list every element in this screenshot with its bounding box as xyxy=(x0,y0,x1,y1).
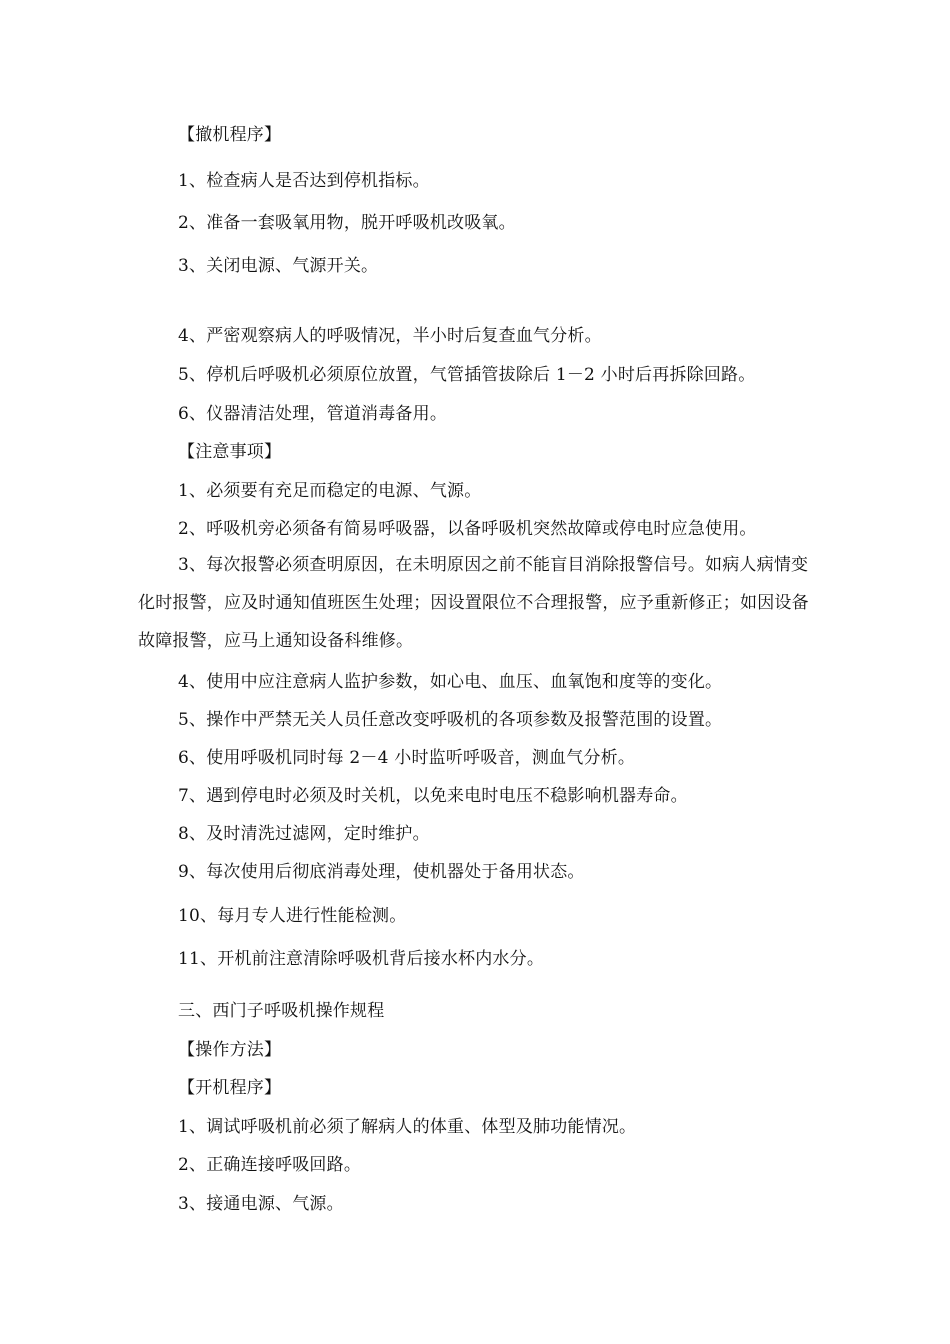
startup-step-1: 1、调试呼吸机前必须了解病人的体重、体型及肺功能情况。 xyxy=(178,1117,637,1137)
precaution-4: 4、使用中应注意病人监护参数，如心电、血压、血氧饱和度等的变化。 xyxy=(178,672,723,692)
section-heading-operation-method: 【操作方法】 xyxy=(178,1040,282,1060)
section-heading-precautions: 【注意事项】 xyxy=(178,442,282,462)
weaning-step-3: 3、关闭电源、气源开关。 xyxy=(178,256,379,276)
precaution-6: 6、使用呼吸机同时每 2－4 小时监听呼吸音，测血气分析。 xyxy=(178,748,636,768)
section-heading-startup-procedure: 【开机程序】 xyxy=(178,1078,282,1098)
precaution-7: 7、遇到停电时必须及时关机，以免来电时电压不稳影响机器寿命。 xyxy=(178,786,688,806)
precaution-2: 2、呼吸机旁必须备有简易呼吸器，以备呼吸机突然故障或停电时应急使用。 xyxy=(178,519,757,539)
weaning-step-4: 4、严密观察病人的呼吸情况，半小时后复查血气分析。 xyxy=(178,326,602,346)
section-title-siemens-ventilator: 三、西门子呼吸机操作规程 xyxy=(178,1001,385,1021)
precaution-11: 11、开机前注意清除呼吸机背后接水杯内水分。 xyxy=(178,949,545,969)
precaution-9: 9、每次使用后彻底消毒处理，使机器处于备用状态。 xyxy=(178,862,585,882)
precaution-5: 5、操作中严禁无关人员任意改变呼吸机的各项参数及报警范围的设置。 xyxy=(178,710,723,730)
weaning-step-2: 2、准备一套吸氧用物，脱开呼吸机改吸氧。 xyxy=(178,213,516,233)
startup-step-3: 3、接通电源、气源。 xyxy=(178,1194,344,1214)
precaution-10: 10、每月专人进行性能检测。 xyxy=(178,906,407,926)
weaning-step-6: 6、仪器清洁处理，管道消毒备用。 xyxy=(178,404,448,424)
section-heading-weaning-procedure: 【撤机程序】 xyxy=(178,125,282,145)
weaning-step-1: 1、检查病人是否达到停机指标。 xyxy=(178,171,430,191)
weaning-step-5: 5、停机后呼吸机必须原位放置，气管插管拔除后 1－2 小时后再拆除回路。 xyxy=(178,365,756,385)
precaution-3: 3、每次报警必须查明原因，在未明原因之前不能盲目消除报警信号。如病人病情变化时报警，应及时通知值班医生处理；因设置限位不合理报警，应予重新修正；如因设备故障报警，应马上通知设备科维修。 xyxy=(138,555,809,651)
precaution-1: 1、必须要有充足而稳定的电源、气源。 xyxy=(178,481,482,501)
precaution-8: 8、及时清洗过滤网，定时维护。 xyxy=(178,824,430,844)
startup-step-2: 2、正确连接呼吸回路。 xyxy=(178,1155,362,1175)
